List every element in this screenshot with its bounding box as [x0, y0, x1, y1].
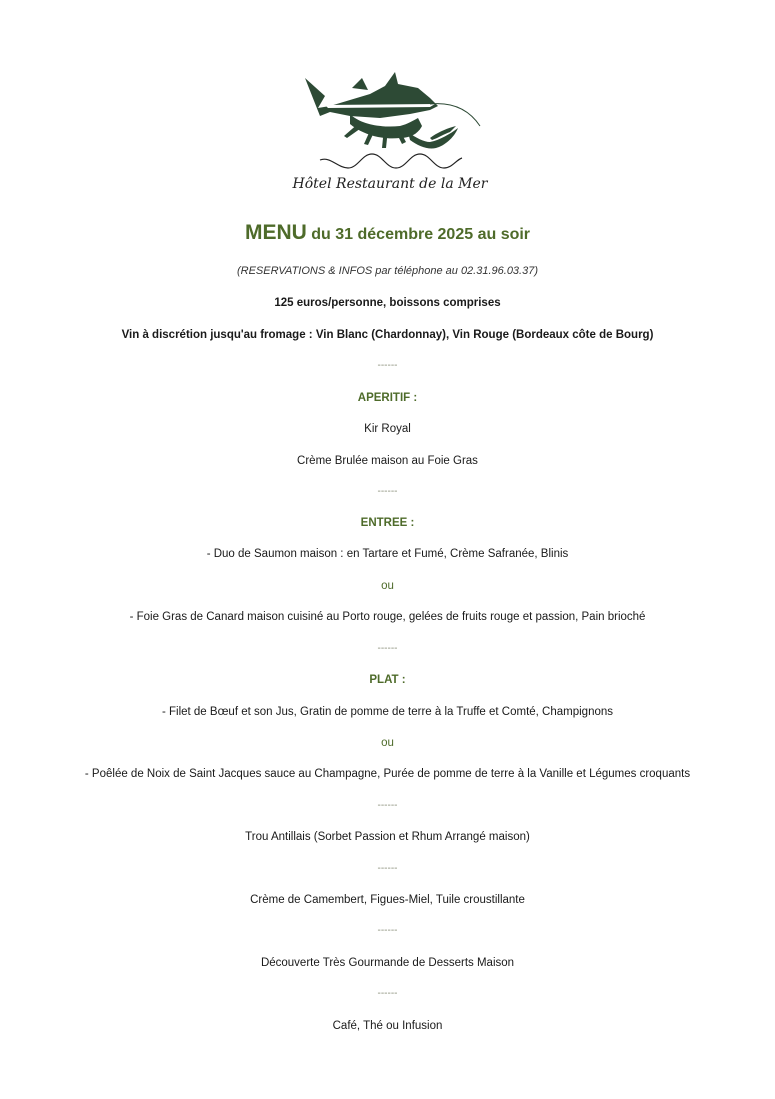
entree-option: - Foie Gras de Canard maison cuisiné au Porto rouge, gelées de fruits rouge et passion, Pain brioché [129, 611, 646, 623]
title-date: du 31 décembre 2025 au soir [306, 226, 531, 243]
separator: ------ [377, 863, 398, 874]
separator: ------ [377, 988, 398, 999]
title-menu: MENU [244, 221, 307, 244]
entree-heading: ENTREE : [360, 517, 415, 529]
wine-info: Vin à discrétion jusqu'au fromage : Vin Blanc (Chardonnay), Vin Rouge (Bordeaux côte de Bourg) [121, 329, 654, 341]
restaurant-logo [290, 58, 490, 208]
separator: ------ [377, 800, 398, 811]
fromage-item: Crème de Camembert, Figues-Miel, Tuile croustillante [250, 894, 525, 906]
cafe-item: Café, Thé ou Infusion [332, 1020, 443, 1032]
trou-item: Trou Antillais (Sorbet Passion et Rhum Arrangé maison) [245, 831, 530, 843]
separator: ------ [377, 486, 398, 497]
or-label: ou [381, 580, 394, 592]
price-info: 125 euros/personne, boissons comprises [274, 297, 501, 309]
aperitif-item: Kir Royal [364, 423, 411, 435]
reservations-info: (RESERVATIONS & INFOS par téléphone au 02.31.96.03.37) [236, 265, 539, 277]
aperitif-heading: APERITIF : [357, 392, 418, 404]
plat-option: - Poêlée de Noix de Saint Jacques sauce au Champagne, Purée de pomme de terre à la Vanille et Légumes croquants [84, 768, 691, 780]
separator: ------ [377, 643, 398, 654]
dessert-item: Découverte Très Gourmande de Desserts Maison [260, 957, 515, 969]
separator: ------ [377, 925, 398, 936]
plat-option: - Filet de Bœuf et son Jus, Gratin de pomme de terre à la Truffe et Comté, Champignons [161, 706, 614, 718]
separator: ------ [377, 360, 398, 371]
plat-heading: PLAT : [369, 674, 406, 686]
page-title [0, 220, 775, 248]
entree-option: - Duo de Saumon maison : en Tartare et Fumé, Crème Safranée, Blinis [206, 548, 569, 560]
or-label: ou [381, 737, 394, 749]
aperitif-item: Crème Brulée maison au Foie Gras [297, 455, 478, 467]
logo-caption: Hôtel Restaurant de la Mer [292, 176, 488, 192]
